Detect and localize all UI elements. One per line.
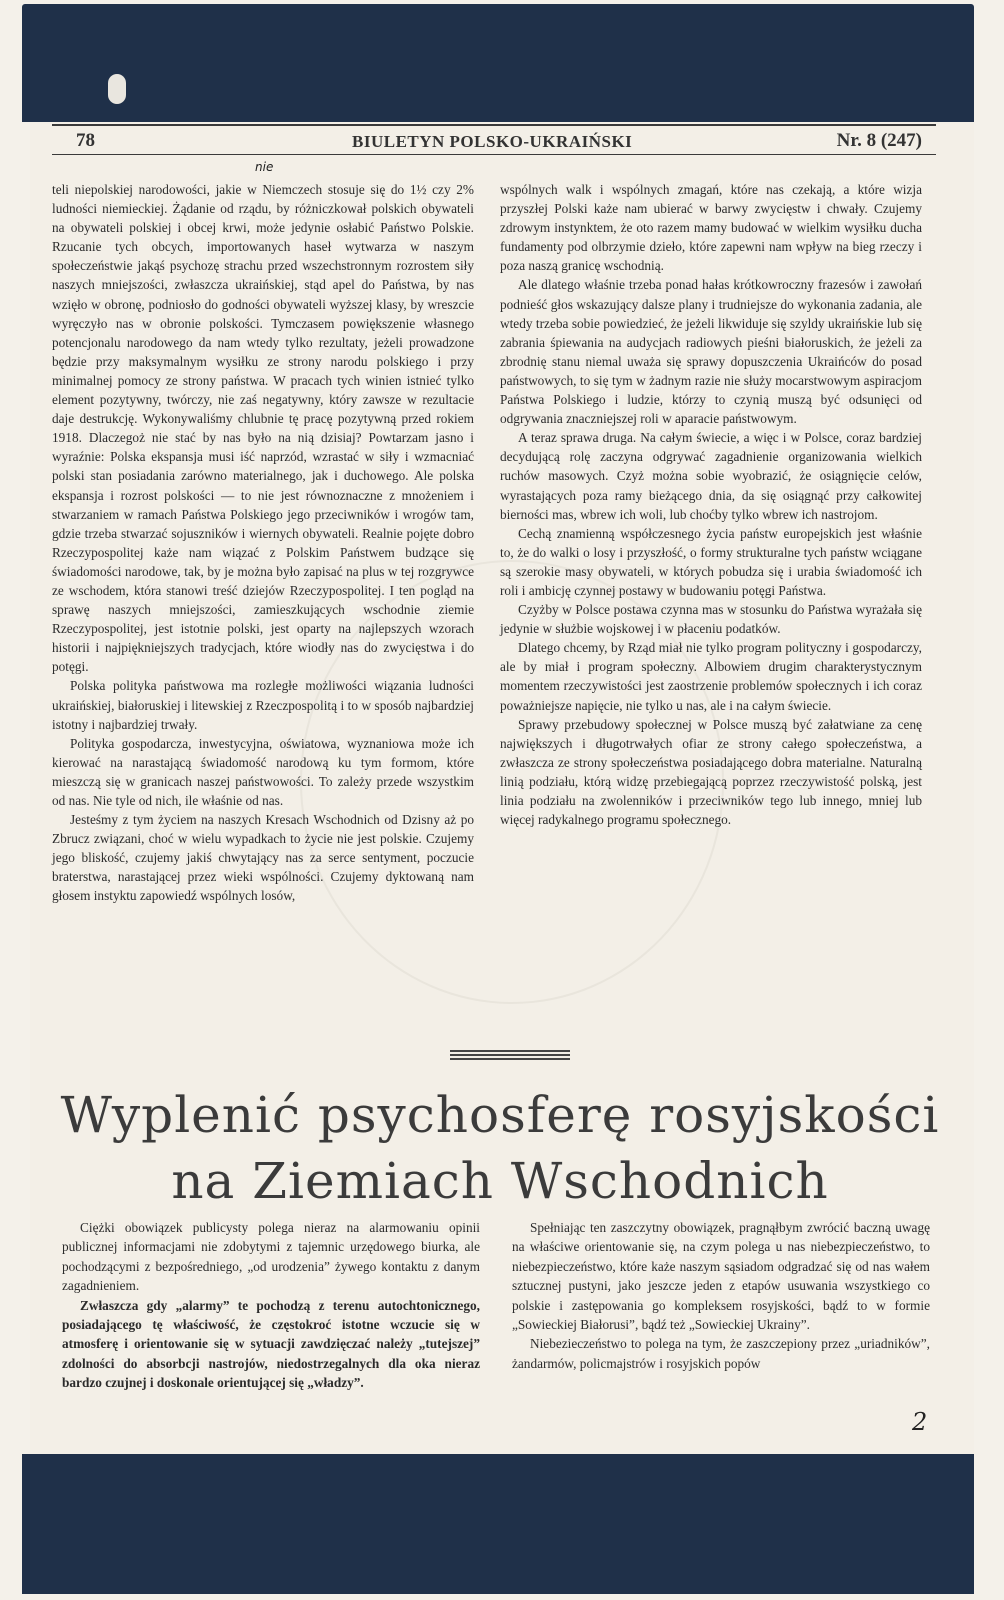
paragraph: Dlatego chcemy, by Rząd miał nie tylko program polityczny i gospodarczy, ale by miał i program społeczny. Albowiem drugim charakterystycznym momentem rzeczywistości jest zaostrzenie problemów społecznych i ich coraz poważniejsze napięcie, nie tylko u nas, ale i na całym świecie. (500, 640, 922, 713)
article1-left-column (52, 180, 474, 906)
article2-left-column (62, 1218, 480, 1393)
paragraph: Spełniając ten zaszczytny obowiązek, pragnąłbym zwrócić baczną uwagę na właściwe orientowanie się, na czym polega u nas niebezpieczeństwo, to niebezpieczeństwo, które każe naszym sąsiadom odgradzać się od nas wałem sztucznej pustyni, jako jeszcze jeden z etapów usuwania wszystkiego co polskie i zastępowania go kompleksem rosyjskości, bądź to w formie „Sowieckiej Białorusi”, bądź też „Sowieckiej Ukrainy”. (512, 1220, 930, 1333)
paragraph: Ciężki obowiązek publicysty polega nieraz na alarmowaniu opinii publicznej informacjami nie zdobytymi z tajemnic urzędowego biurka, ale pochodzącymi z bezpośredniego, „od urodzenia” żywego kontaktu z danym zagadnieniem. (62, 1220, 480, 1294)
issue-number: Nr. 8 (247) (836, 130, 922, 151)
paragraph: Polityka gospodarcza, inwestycyjna, oświatowa, wyznaniowa może ich kierować na narastającą świadomość narodową ku tym formom, które mieszczą się w granicach naszej państwowości. To zależy przede wszystkim od nas. Nie tyle od nich, ile właśnie od nas. (52, 735, 474, 808)
header-bottom-rule (52, 154, 936, 155)
article2-right-column (512, 1218, 930, 1373)
handwritten-correction: nie (255, 160, 274, 174)
article2-headline (50, 1082, 950, 1214)
paragraph: Cechą znamienną współczesnego życia państw europejskich jest właśnie to, że do walki o losy i przyszłość, o formy strukturalne tych państw wciągane są szerokie masy obywateli, w których pobudza się i urabia świadomość ich roli i ambicję czynnej postawy w budowaniu potęgi Państwa. (500, 525, 922, 598)
headline-line-2: na Ziemiach Wschodnich (171, 1152, 829, 1210)
page-number: 78 (76, 130, 95, 151)
bottom-dark-band (22, 1454, 974, 1594)
handwritten-page-mark: 2 (912, 1408, 928, 1436)
paragraph: Jesteśmy z tym życiem na naszych Kresach Wschodnich od Dzisny aż po Zbrucz związani, choć w wielu wypadkach to życie nie jest polskie. Czujemy jego bliskość, czujemy jakiś chwytający nas za serce sentyment, poczucie braterstwa, narastającej przez wieki wspólności. Czujemy dyktowaną nam głosem instyktu zapowiedź wspólnych losów, (52, 812, 474, 904)
headline-line-1: Wyplenić psychosferę rosyjskości (60, 1086, 940, 1144)
page-header (52, 128, 942, 154)
paragraph: wspólnych walk i wspólnych zmagań, które nas czekają, a które wizja przyszłej Polski każe nam ubierać w barwy zwycięstw i chwały. Czujemy zdrowym instynktem, że oto razem mamy budować w wielkim wysiłku ducha fundamenty pod olbrzymie dzieło, które zapewni nam wpływ na bieg rzeczy i poza naszą granicę wschodnią. (500, 182, 922, 274)
paragraph: teli niepolskiej narodowości, jakie w Niemczech stosuje się do 1½ czy 2% ludności niemieckiej. Żądanie od rządu, by różniczkował polskich obywateli na obywateli polskiej i obcej krwi, może jedynie osłabić Państwo Polskie. Rzucanie tych obcych, importowanych haseł wytwarza w naszym społeczeństwie jakąś psychozę strachu przed wszechstronnym rozrostem siły naszych mniejszości, zwłaszcza ukraińskiej, stąd apel do Państwa, by nas wzięło w obronę, podniosło do godności obywateli wyższej klasy, by wreszcie wyręczyło nas w obronie polskości. Tymczasem powiększenie własnego potencjonalu narodowego da nam wtedy tylko rezultaty, jeżeli prowadzone będzie przy maksymalnym wysiłku ze strony narodu polskiego i przy minimalnej pomocy ze strony państwa. W pracach tych winien istnieć tylko element pozytywny, twórczy, nie zaś negatywny, który zawsze w rezultacie daje destrukcję. Wykonywaliśmy chlubnie tę pracę pozytywną przed rokiem 1918. Dlaczegoż nie stać by nas było na nią dzisiaj? Powtarzam jasno i wyraźnie: Polska ekspansja musi iść naprzód, wzrastać w siły i wzmacniać polski stan posiadania zarówno materialnego, jak i duchowego. Ale polska ekspansja i rozrost polskości — to nie jest równoznaczne z mnożeniem i stwarzaniem w ramach Państwa Polskiego jego przeciwników i wrogów tam, gdzie trzeba stwarzać sojuszników i wiernych obywateli. Realnie pojęte dobro Rzeczypospolitej każe nam wiązać z Polskim Państwem budzące się świadomości narodowe, tak, by je można było zapisać na plus w tej rozgrywce ze wschodem, która stanowi treść dziejów Rzeczypospolitej. I ten pogląd na sprawę naszych mniejszości, zamieszkujących wschodnie ziemie Rzeczypospolitej, jest istotnie polski, jest oparty na najlepszych wzorach historii i najpiękniejszych tradycjach, które wiodły nas do zwycięstwa i do potęgi. (52, 182, 474, 675)
article1-right-column (500, 180, 922, 829)
paragraph: Zwłaszcza gdy „alarmy” te pochodzą z terenu autochtonicznego, posiadającego tę właściwość, że częstokroć istotne wczucie się w atmosferę i orientowanie się w sytuacji zawdzięczać należy „tutejszej” zdolności do absorbcji nastrojów, niedostrzegalnych dla oka nieraz bardzo czujnej i doskonale orientującej się „władzy”. (62, 1297, 480, 1391)
paragraph: A teraz sprawa druga. Na całym świecie, a więc i w Polsce, coraz bardziej decydującą rolę zaczyna odgrywać zagadnienie organizowania wielkich ruchów masowych. Czyż można sobie wyobrazić, że osiągnięcie celów, wyrastających poza ramy bieżącego dnia, da się osiągnąć przy całkowitej bierności mas, wbrew ich woli, lub choćby tylko wbrew ich nastrojom. (500, 430, 922, 522)
paragraph: Ale dlatego właśnie trzeba ponad hałas krótkowroczny frazesów i zawołań podnieść głos wskazujący dalsze plany i trudniejsze do wykonania zadania, ale wtedy trzeba sobie powiedzieć, że jeżeli likwiduje się szyldy ukraińskie lub się zabrania śpiewania na audycjach radiowych pieśni białoruskich, że jeżeli za zbrodnię stanu niemal uważa się sprawy dopuszczenia Ukraińców do posad państwowych, to się tym w żadnym razie nie służy mocarstwowym aspiracjom Państwa Polskiego i ludzie, którzy to czynią muszą być odsunięci od odgrywania znaczniejszej roli w aparacie państwowym. (500, 277, 922, 427)
section-divider-ornament (450, 1048, 570, 1062)
paragraph: Czyżby w Polsce postawa czynna mas w stosunku do Państwa wyrażała się jedynie w służbie wojskowej i w płaceniu podatków. (500, 602, 922, 637)
paragraph: Polska polityka państwowa ma rozległe możliwości wiązania ludności ukraińskiej, białoruskiej i litewskiej z Rzeczpospolitą i to w sposób najbardziej istotny i najbardziej trwały. (52, 678, 474, 732)
binder-hole (108, 74, 126, 104)
header-top-rule (52, 124, 936, 126)
top-dark-band (22, 4, 974, 122)
paragraph: Sprawy przebudowy społecznej w Polsce muszą być załatwiane za cenę największych i długotrwałych ofiar ze strony całego społeczeństwa, a zwłaszcza ze strony społeczeństwa posiadającego dobra materialne. Naturalną linią podziału, którą widzę przebiegającą poprzez rzeczywistość polską, jest linia podziału na zwolenników i przeciwników tego lub innego, mniej lub więcej radykalnego programu społecznego. (500, 716, 922, 828)
publication-title: BIULETYN POLSKO-UKRAIŃSKI (352, 132, 633, 151)
paragraph: Niebezieczeństwo to polega na tym, że zaszczepiony przez „uriadników”, żandarmów, policmajstrów i rosyjskich popów (512, 1336, 930, 1371)
